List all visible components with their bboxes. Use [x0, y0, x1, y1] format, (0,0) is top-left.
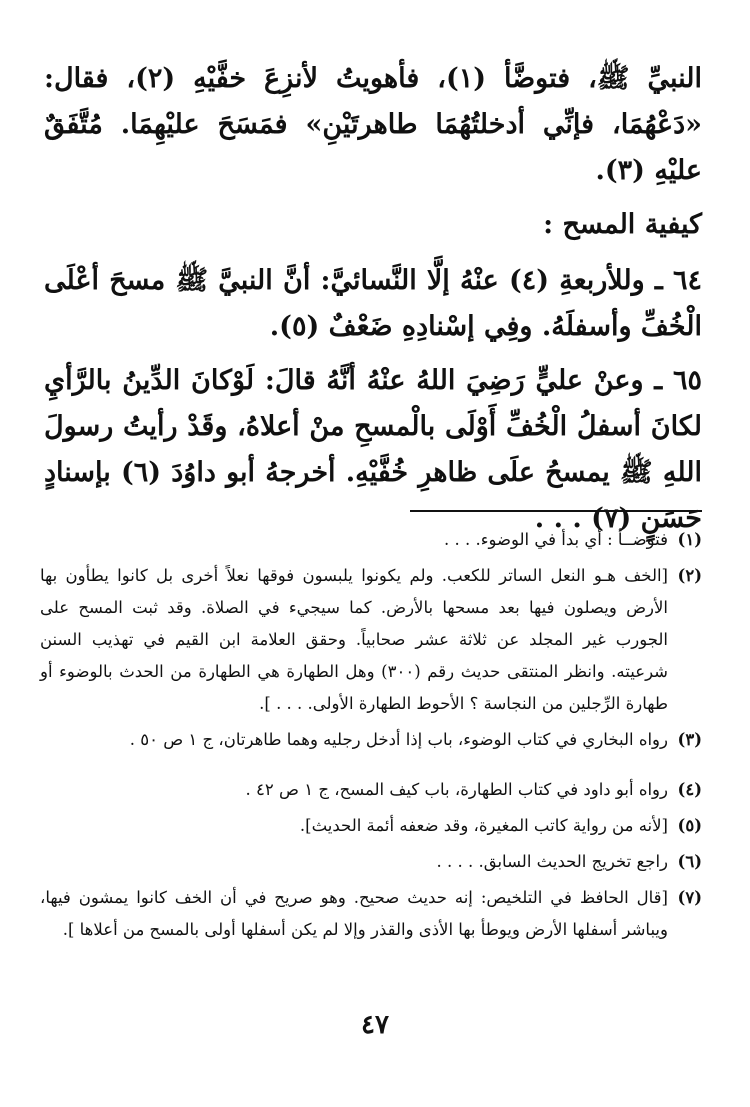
footnote-number: (١) — [677, 530, 702, 549]
footnote-divider — [410, 510, 702, 512]
hadith-64: ٦٤ ـ وللأربعةِ (٤) عنْهُ إلَّا النَّسائيَّ: أنَّ النبيَّ ﷺ مسحَ أعْلَى الْخُفِّ وأسفلَهُ. وفِي إسْنادِهِ ضَعْفٌ (٥). — [44, 265, 702, 342]
footnote-text: [قال الحافظ في التلخيص: إنه حديث صحيح. وهو صريح في أن الخف كانوا يمشون فيها، ويباشر أسفلها الأرض ويوطأ بها الأذى والقذر وإلا لم يكن أسفلها أولى بالمسح من أعلاها ]. — [40, 888, 668, 939]
footnote-number: (٦) — [677, 852, 702, 871]
footnote — [40, 774, 702, 806]
footnotes — [40, 524, 702, 950]
footnote — [40, 846, 702, 878]
footnote-text: راجع تخريج الحديث السابق. . . . . — [436, 852, 668, 871]
footnote-text: [الخف هـو النعل الساتر للكعب. ولم يكونوا يلبسون فوقها نعلاً أخرى بل كانوا يطأون بها الأرض ويصلون فيها بعد مسحها بالأرض. كما سيجيء في الصلاة. وقد ثبت المسح على الجورب غير المجلد عن ثلاثة عشر صحابياً. وحقق العلامة ابن القيم في تهذيب السنن شرعيته. وانظر المنتقى حديث رقم (٣٠٠) وهل الطهارة هي الطهارة من الحدث بالوضوء أو طهارة الرِّجلين من النجاسة ؟ الأحوط الطهارة الأولى. . . . ]. — [40, 566, 669, 713]
footnote-number: (٤) — [677, 780, 702, 799]
footnote-number: (٣) — [677, 730, 702, 749]
footnote-text: رواه البخاري في كتاب الوضوء، باب إذا أدخل رجليه وهما طاهرتان، ج ١ ص ٥٠ . — [129, 730, 668, 749]
footnote — [40, 810, 702, 842]
hadith-65: ٦٥ ـ وعنْ عليٍّ رَضِيَ اللهُ عنْهُ أنَّهُ قالَ: لَوْكانَ الدِّينُ بالرَّأيِ لكانَ أسفلُ الْخُفِّ أَوْلَى بالْمسحِ منْ أعلاهُ، وقَدْ رأيتُ رسولَ اللهِ ﷺ يمسحُ علَى ظاهرِ خُفَّيْهِ. أخرجهُ أبو داوُدَ (٦) بإسنادٍ حَسَنٍ (٧) . . . — [44, 365, 703, 534]
footnote-gap — [40, 760, 702, 774]
footnote — [40, 560, 702, 720]
footnote-text: رواه أبو داود في كتاب الطهارة، باب كيف المسح، ج ١ ص ٤٢ . — [245, 780, 668, 799]
hadith-continuation: النبيِّ ﷺ، فتوضَّأ (١)، فأهويتُ لأنزِعَ خفَّيْهِ (٢)، فقال: «دَعْهُمَا، فإنِّي أدخلتُهُمَا طاهرتَيْنِ» فمَسَحَ عليْهِمَا. مُتَّفَقٌ عليْهِ (٣). — [44, 63, 702, 186]
footnote-number: (٥) — [677, 816, 702, 835]
main-text — [44, 56, 702, 550]
footnote — [40, 524, 702, 556]
footnote-text: فتوضــأ : أي بدأ في الوضوء. . . . — [444, 530, 668, 549]
footnote-number: (٧) — [677, 888, 702, 907]
footnote-number: (٢) — [677, 566, 702, 585]
footnote — [40, 724, 702, 756]
section-heading: كيفية المسح : — [543, 209, 702, 240]
footnote — [40, 882, 702, 946]
page-number: ٤٧ — [361, 1010, 389, 1040]
footnote-text: [لأنه من رواية كاتب المغيرة، وقد ضعفه أئمة الحديث]. — [299, 816, 668, 835]
